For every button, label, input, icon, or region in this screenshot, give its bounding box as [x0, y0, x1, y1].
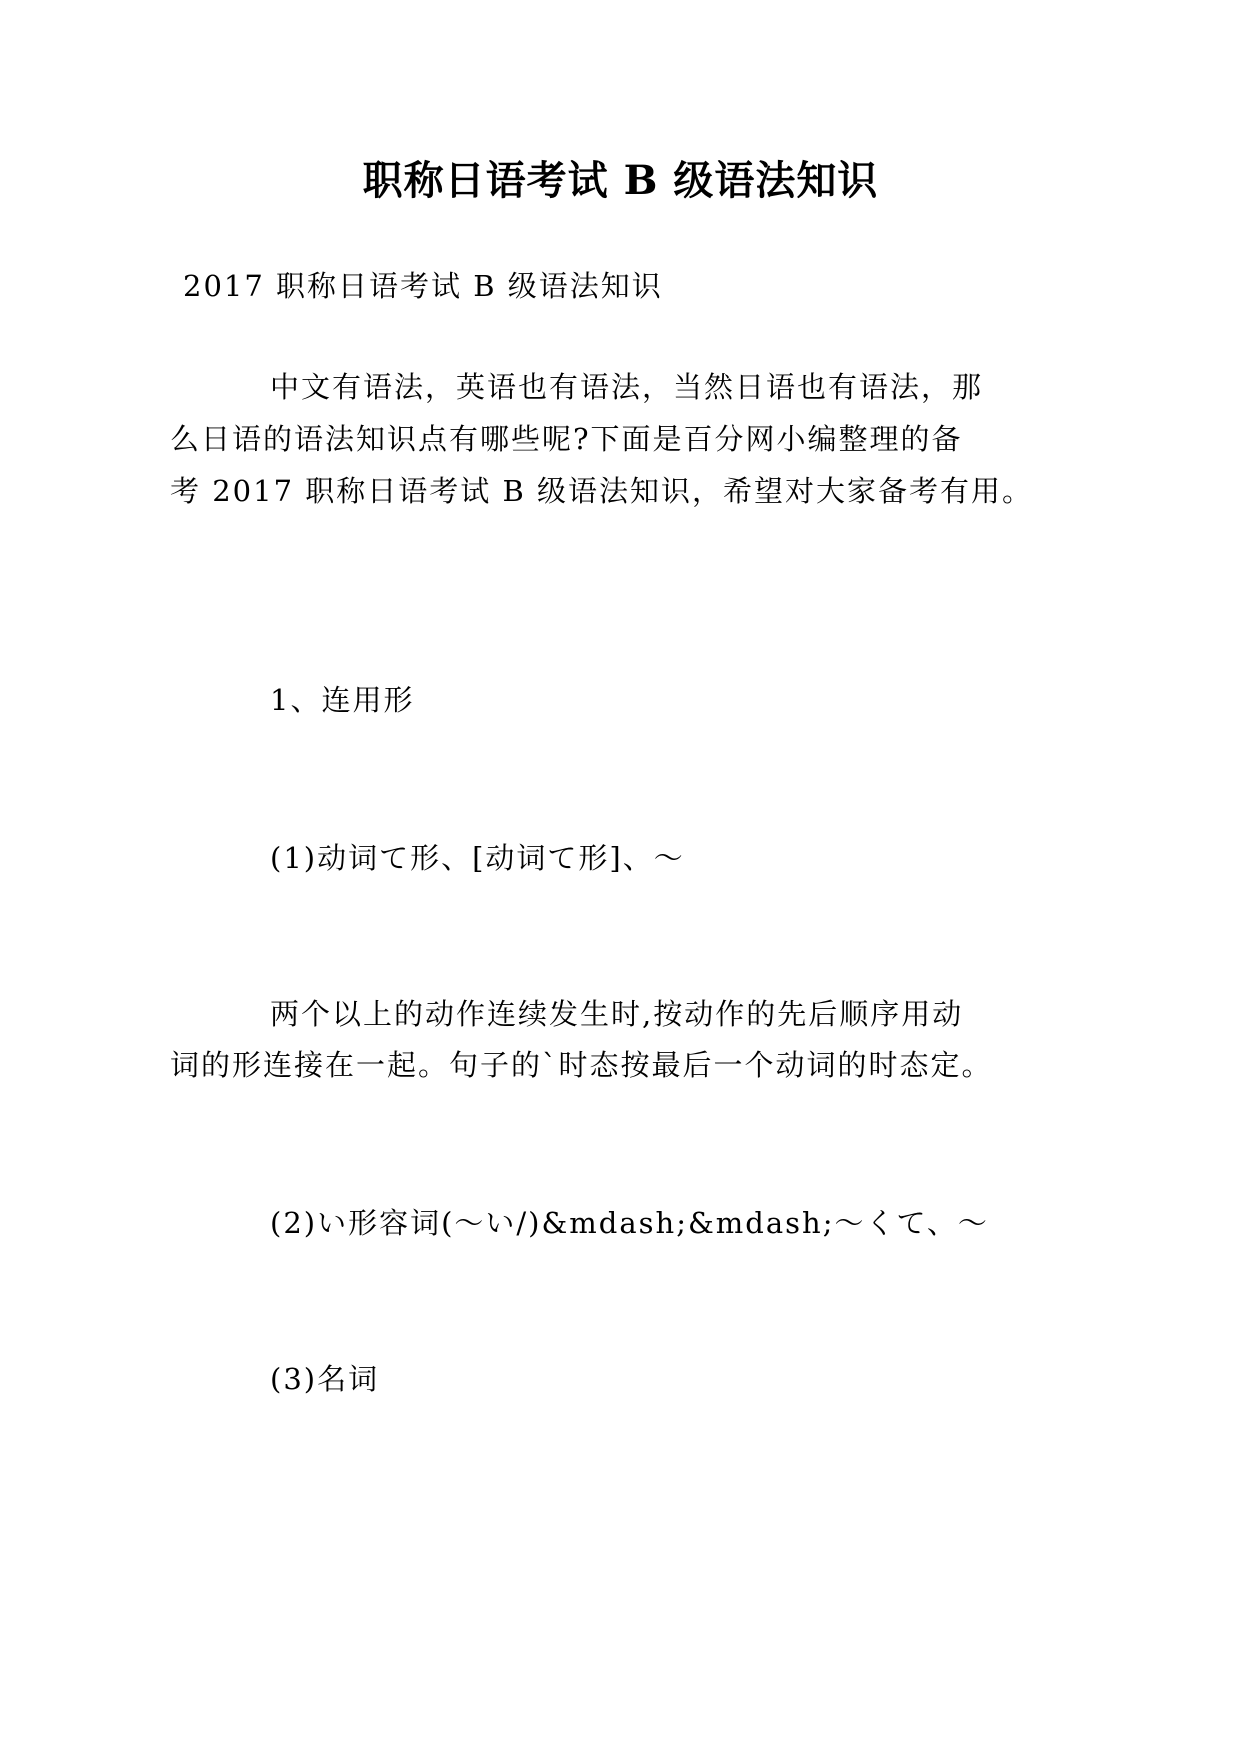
- list-item-3: (3)名词: [270, 1362, 380, 1396]
- intro-line-2: 么日语的语法知识点有哪些呢?下面是百分网小编整理的备: [170, 422, 963, 456]
- section-heading: 1、连用形: [270, 683, 415, 717]
- item-1-desc-line-2: 词的形连接在一起。句子的`时态按最后一个动词的时态定。: [170, 1048, 993, 1082]
- subtitle: 2017 职称日语考试 B 级语法知识: [183, 269, 663, 303]
- intro-line-3: 考 2017 职称日语考试 B 级语法知识，希望对大家备考有用。: [170, 474, 1033, 508]
- intro-line-1: 中文有语法，英语也有语法，当然日语也有语法，那: [270, 370, 984, 404]
- page-title: 职称日语考试 B 级语法知识: [362, 157, 879, 204]
- item-1-desc-line-1: 两个以上的动作连续发生时,按动作的先后顺序用动: [270, 997, 964, 1031]
- list-item-2: (2)い形容词(～い/)&mdash;&mdash;～くて、～: [270, 1206, 989, 1240]
- list-item-1: (1)动词て形、[动词て形]、～: [270, 841, 685, 875]
